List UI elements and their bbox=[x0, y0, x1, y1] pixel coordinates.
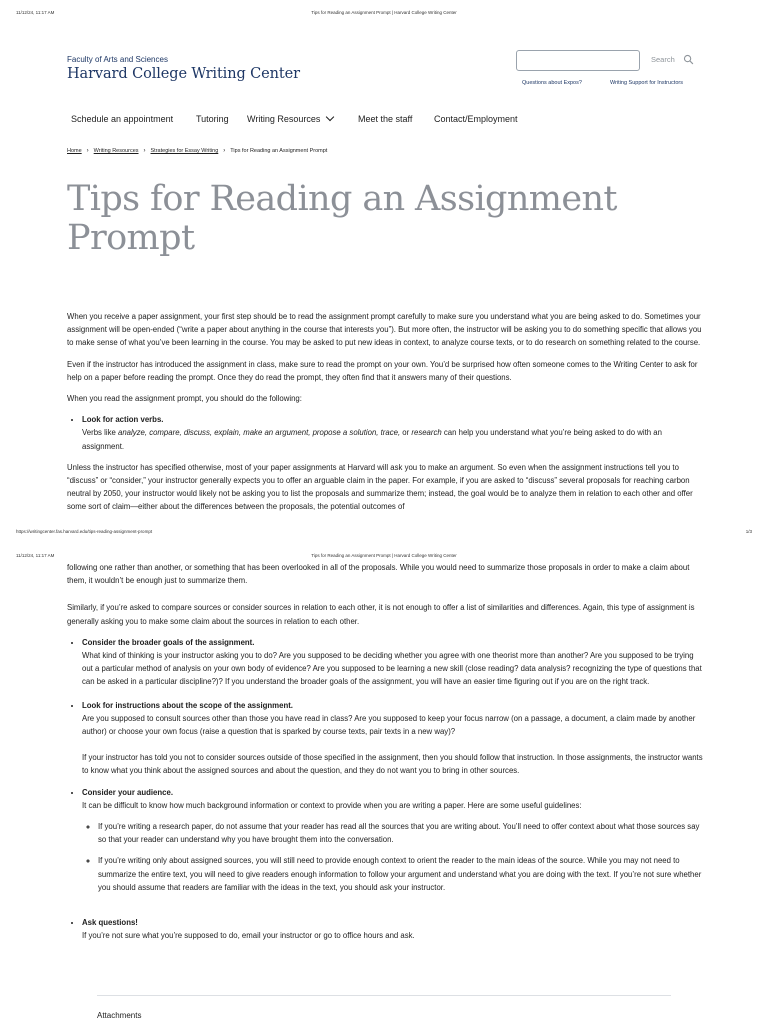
nav-writing-resources-label: Writing Resources bbox=[247, 114, 321, 124]
tips-list-1 bbox=[67, 413, 703, 453]
print-title: Tips for Reading an Assignment Prompt | Harvard College Writing Center bbox=[311, 553, 457, 558]
argument-paragraph: Unless the instructor has specified otherwise, most of your paper assignments at Harvard will ask you to make an argument. So even when the assignment instructions tell you to “discuss” or “consider,” your instructor generally expects you to offer an arguable claim in the paper. For example, if you are asked to “discuss” several proposals for reaching carbon neutral by 2050, your instructor would likely not be asking you to list the proposals and summarize them; instead, the goal would be to analyze them in relation to each other and offer some sort of claim—either about the differences between the proposals, the potential outcomes of bbox=[67, 462, 693, 512]
intro-paragraph: When you receive a paper assignment, your first step should be to read the assignment prompt carefully to make sure you understand what you are being asked to do. Sometimes your assignment will be open-ended (“write a paper about anything in the course that interests you”). But more often, the instructor will be asking you to do something specific that allows you to make sense of what you’ve been learning in the course. You may be asked to put new ideas in context, to analyze course texts, or to do research on something related to the course. bbox=[67, 312, 702, 348]
site-name[interactable]: Harvard College Writing Center bbox=[67, 66, 300, 82]
tip-title-ask-questions: Ask questions! bbox=[82, 918, 138, 928]
breadcrumb-home[interactable]: Home bbox=[67, 148, 82, 154]
page-title: Tips for Reading an Assignment Prompt bbox=[67, 179, 617, 258]
list-item: ◦ If you’re writing only about assigned sources, you will still need to provide enough context to orient the reader to the main ideas of the source. While you may not need to summarize the entire text, you will need to give readers enough information to follow your argument and understand what you are doing with the text. If you’re not sure whether you should assume that readers are familiar with the ideas in the text, you should ask your instructor. bbox=[98, 854, 703, 894]
nav-schedule-appointment[interactable]: Schedule an appointment bbox=[71, 114, 174, 124]
nav-tutoring[interactable]: Tutoring bbox=[196, 114, 229, 124]
tip-title-broader-goals: Consider the broader goals of the assignment. bbox=[82, 637, 255, 647]
breadcrumb bbox=[67, 148, 327, 154]
nav-contact-employment[interactable]: Contact/Employment bbox=[434, 114, 518, 124]
tip-text: can help you understand what you’re being asked to do with an assignment. bbox=[82, 428, 662, 451]
audience-guidelines bbox=[82, 820, 703, 894]
search-button[interactable]: Search bbox=[651, 55, 675, 64]
questions-about-expos-link[interactable]: Questions about Expos? bbox=[522, 80, 582, 86]
search-icon[interactable] bbox=[683, 54, 694, 65]
article-body-page1 bbox=[67, 310, 703, 514]
search-input[interactable] bbox=[516, 50, 640, 71]
action-verbs: analyze, compare, discuss, explain, make an argument, propose a solution, trace, bbox=[117, 428, 401, 438]
print-page-number: 1/3 bbox=[745, 529, 752, 534]
list-item bbox=[82, 786, 703, 894]
breadcrumb-writing-resources[interactable]: Writing Resources bbox=[93, 148, 139, 154]
list-item bbox=[82, 699, 703, 778]
breadcrumb-separator-icon: › bbox=[86, 148, 89, 154]
breadcrumb-current: Tips for Reading an Assignment Prompt bbox=[230, 148, 328, 154]
print-date: 11/12/24, 11:17 AM bbox=[16, 10, 55, 15]
tip-text: It can be difficult to know how much background information or context to provide when you are writing a paper. Here are some useful guidelines: bbox=[82, 800, 582, 810]
list-item: ◦ If you’re writing a research paper, do not assume that your reader has read all the sources that you are writing about. You’ll need to offer context about what those sources say so that your reader can understand why you have brought them into the conversation. bbox=[98, 820, 703, 846]
compare-sources-paragraph: Similarly, if you’re asked to compare sources or consider sources in relation to each other, it is not enough to offer a list of similarities and differences. Again, this type of assignment is generally asking you to make some claim about the sources in relation to each other. bbox=[67, 603, 695, 626]
print-date: 11/12/24, 11:17 AM bbox=[16, 553, 55, 558]
attachments-heading: Attachments bbox=[97, 1011, 142, 1020]
tip-title-action-verbs: Look for action verbs. bbox=[82, 415, 164, 425]
tip-text: What kind of thinking is your instructor asking you to do? Are you supposed to be deciding whether you agree with one theorist more than another? Are you supposed to be trying out a particular method of analysis on your own body of evidence? Are you supposed to be learning a new skill (close reading? data analysis? recognizing the type of questions that can be asked in a particular discipline?)? If you understand the broader goals of the assignment, you will have an easier time figuring out if you are on the right track. bbox=[82, 651, 702, 687]
nav-writing-resources[interactable] bbox=[247, 114, 333, 124]
breadcrumb-separator-icon: › bbox=[223, 148, 226, 154]
print-header bbox=[0, 0, 768, 14]
tip-text: Verbs like bbox=[82, 428, 118, 438]
faculty-link[interactable]: Faculty of Arts and Sciences bbox=[67, 55, 168, 64]
nav-meet-staff[interactable]: Meet the staff bbox=[358, 114, 413, 124]
tip-title-scope: Look for instructions about the scope of the assignment. bbox=[82, 700, 293, 710]
tip-text: or bbox=[400, 428, 412, 438]
tip-title-audience: Consider your audience. bbox=[82, 787, 173, 797]
tip-text: Are you supposed to consult sources other than those you have read in class? Are you supposed to keep your focus narrow (on a passage, a document, a claim made by another author) or choose your own focus (raise a question that is sparked by course texts, pair texts in a new way)? bbox=[82, 713, 696, 737]
writing-support-instructors-link[interactable]: Writing Support for Instructors bbox=[610, 80, 683, 86]
breadcrumb-separator-icon: › bbox=[143, 148, 146, 154]
list-item bbox=[82, 916, 703, 942]
article-body-page2 bbox=[67, 561, 703, 942]
tip-text: If you’re not sure what you’re supposed to do, email your instructor or go to office hours and ask. bbox=[82, 931, 415, 941]
print-url: https://writingcenter.fas.harvard.edu/tips-reading-assignment-prompt bbox=[16, 529, 153, 534]
print-title: Tips for Reading an Assignment Prompt | Harvard College Writing Center bbox=[311, 10, 457, 15]
breadcrumb-strategies[interactable]: Strategies for Essay Writing bbox=[150, 148, 219, 154]
list-item bbox=[82, 636, 703, 689]
action-verb-research: research bbox=[411, 428, 442, 438]
read-prompt-paragraph: Even if the instructor has introduced the assignment in class, make sure to read the prompt on your own. You’d be surprised how often someone comes to the Writing Center to ask for help on a paper before reading the prompt. Once they do read the prompt, they often find that it answers many of their questions. bbox=[67, 359, 698, 382]
divider bbox=[97, 995, 671, 996]
chevron-down-icon bbox=[326, 113, 334, 121]
list-item bbox=[82, 413, 703, 453]
print-header-page2 bbox=[0, 543, 768, 557]
argument-paragraph-cont: following one rather than another, or something that has been overlooked in all of the proposals. While you would need to summarize those proposals in order to make a claim about them, it wouldn’t be enough just to summarize them. bbox=[67, 563, 690, 586]
tips-list-2 bbox=[67, 636, 703, 943]
do-following-paragraph: When you read the assignment prompt, you should do the following: bbox=[67, 394, 302, 404]
tip-text: If your instructor has told you not to consider sources outside of those specified in the assignment, then you should follow that instruction. In those assignments, the instructor wants to know what you think about the assigned sources and about the question, and they do not want you to bring in other sources. bbox=[82, 753, 703, 776]
